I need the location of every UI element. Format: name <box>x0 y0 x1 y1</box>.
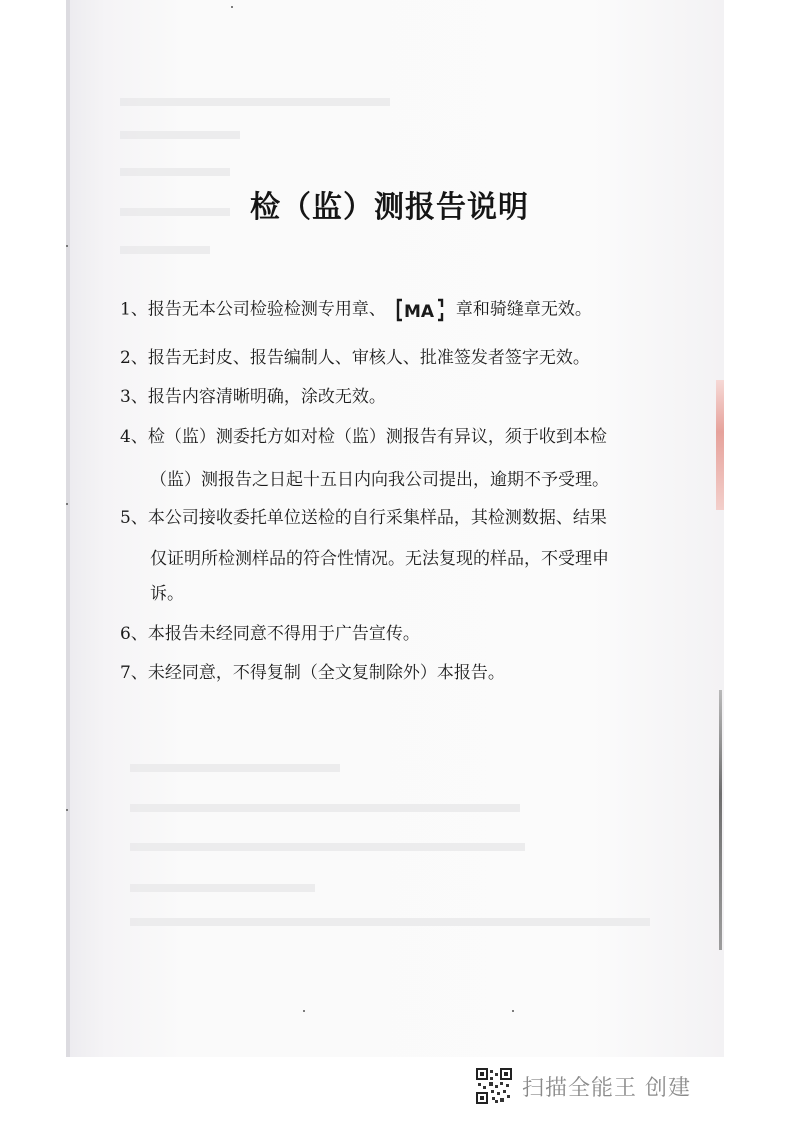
scan-speck <box>231 6 233 8</box>
list-item-5 <box>120 510 607 527</box>
page-edge-shadow <box>66 0 70 1057</box>
item-number: 5、 <box>120 508 148 528</box>
scan-speck <box>66 245 68 247</box>
bleed-through-text <box>130 843 525 851</box>
list-item-5-continuation: 诉。 <box>150 584 184 604</box>
list-item-4 <box>120 429 607 446</box>
item-text: 本公司接收委托单位送检的自行采集样品，其检测数据、结果 <box>147 508 607 528</box>
scan-speck <box>66 503 68 505</box>
binding-edge-line <box>719 690 722 950</box>
item-text: 章和骑缝章无效。 <box>455 299 592 320</box>
page-title: 检（监）测报告说明 <box>250 190 529 225</box>
list-item-4-continuation: （监）测报告之日起十五日内向我公司提出，逾期不予受理。 <box>150 470 609 490</box>
scan-speck <box>303 1010 305 1012</box>
scanner-app-brand: 扫描全能王 创建 <box>522 1076 691 1101</box>
item-number: 1、 <box>120 299 148 320</box>
qr-code-icon <box>476 1068 512 1104</box>
scanned-page <box>66 0 724 1057</box>
bleed-through-text <box>120 98 390 106</box>
item-text: 未经同意，不得复制（全文复制除外）本报告。 <box>147 663 505 683</box>
list-item-3 <box>120 389 386 406</box>
bleed-through-text <box>130 884 315 892</box>
bleed-through-text <box>130 918 650 926</box>
item-text: 报告内容清晰明确，涂改无效。 <box>147 387 386 407</box>
list-item-6 <box>120 626 420 643</box>
item-number: 3、 <box>120 387 148 407</box>
bleed-through-text <box>120 246 210 254</box>
item-number: 6、 <box>120 624 148 644</box>
item-text: 检（监）测委托方如对检（监）测报告有异议，须于收到本检 <box>147 427 607 447</box>
list-item-2 <box>120 350 590 367</box>
bleed-through-text <box>130 764 340 772</box>
list-item-5-continuation: 仅证明所检测样品的符合性情况。无法复现的样品，不受理申 <box>150 549 609 569</box>
item-number: 7、 <box>120 663 148 683</box>
bleed-through-text <box>130 804 520 812</box>
item-text: 报告无封皮、报告编制人、审核人、批准签发者签字无效。 <box>147 348 590 368</box>
scan-speck <box>512 1010 514 1012</box>
seal-edge-mark <box>716 380 724 510</box>
bleed-through-text <box>120 131 240 139</box>
item-number: 4、 <box>120 427 148 447</box>
item-number: 2、 <box>120 348 148 368</box>
list-item-7 <box>120 665 505 682</box>
cma-stamp-icon <box>396 298 444 322</box>
bleed-through-text <box>120 208 230 216</box>
item-text: 本报告未经同意不得用于广告宣传。 <box>147 624 420 644</box>
list-item-1 <box>120 298 592 322</box>
item-text: 报告无本公司检验检测专用章、 <box>147 299 386 320</box>
stamp-label: MA <box>403 302 434 322</box>
bleed-through-text <box>120 168 230 176</box>
scan-speck <box>66 809 68 811</box>
